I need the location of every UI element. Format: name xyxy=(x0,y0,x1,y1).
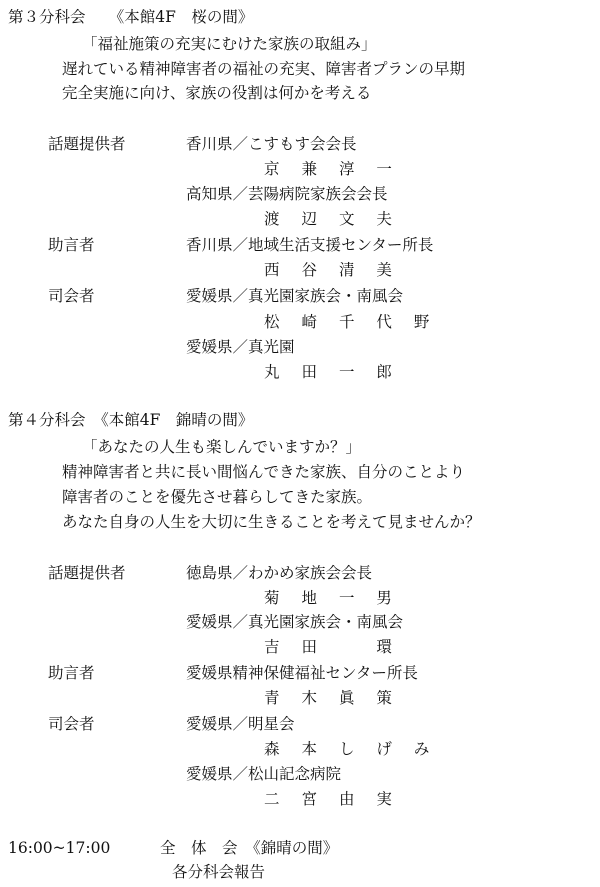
session3-moderator-2-name: 丸 田 一 郎 xyxy=(264,363,401,381)
session4-presenter-2-name: 吉 田 環 xyxy=(264,638,401,656)
session3-presenter-1-name: 京 兼 淳 一 xyxy=(264,160,401,178)
session4-moderator-2-name: 二 宮 由 実 xyxy=(264,790,401,808)
session4-presenter-2-affiliation: 愛媛県／真光園家族会・南風会 xyxy=(186,613,404,631)
session4-advisor-name: 青 木 眞 策 xyxy=(264,689,401,707)
session3-desc-line-1: 遅れている精神障害者の福祉の充実、障害者プランの早期 xyxy=(62,60,466,78)
session4-theme: 「あなたの人生も楽しんでいますか？」 xyxy=(82,438,362,456)
session3-presenter-label: 話題提供者 xyxy=(48,135,126,153)
session4-advisor-label: 助言者 xyxy=(48,664,95,682)
session4-moderator-2-affiliation: 愛媛県／松山記念病院 xyxy=(186,765,342,783)
session3-moderator-1-name: 松 崎 千 代 野 xyxy=(264,313,438,331)
plenary-time: 16:00~17:00 xyxy=(8,839,111,857)
session4-presenter-1-name: 菊 地 一 男 xyxy=(264,589,401,607)
session3-header: 第３分科会 《本館4F 桜の間》 xyxy=(8,8,254,26)
session3-moderator-1-affiliation: 愛媛県／真光園家族会・南風会 xyxy=(186,287,404,305)
session4-presenter-label: 話題提供者 xyxy=(48,564,126,582)
session3-presenter-1-affiliation: 香川県／こすもす会会長 xyxy=(186,135,357,153)
session3-desc-line-2: 完全実施に向け、家族の役割は何かを考える xyxy=(62,84,372,102)
session4-presenter-1-affiliation: 徳島県／わかめ家族会会長 xyxy=(186,564,373,582)
session3-theme: 「福祉施策の充実にむけた家族の取組み」 xyxy=(82,35,377,53)
session4-desc-line-1: 精神障害者と共に長い間悩んできた家族、自分のことより xyxy=(62,463,466,481)
session4-moderator-label: 司会者 xyxy=(48,715,95,733)
session4-desc-line-2: 障害者のことを優先させ暮らしてきた家族。 xyxy=(62,488,373,506)
session3-advisor-label: 助言者 xyxy=(48,236,95,254)
session4-desc-line-3: あなた自身の人生を大切に生きることを考えて見ませんか？ xyxy=(62,513,481,531)
session4-moderator-1-affiliation: 愛媛県／明星会 xyxy=(186,715,295,733)
session3-advisor-name: 西 谷 清 美 xyxy=(264,261,401,279)
plenary-item: 各分科会報告 xyxy=(172,863,266,881)
session3-presenter-2-name: 渡 辺 文 夫 xyxy=(264,210,401,228)
session4-advisor-affiliation: 愛媛県精神保健福祉センター所長 xyxy=(186,664,418,682)
session3-moderator-2-affiliation: 愛媛県／真光園 xyxy=(186,338,295,356)
session3-moderator-label: 司会者 xyxy=(48,287,95,305)
session4-header: 第４分科会 《本館4F 錦晴の間》 xyxy=(8,411,254,429)
session4-moderator-1-name: 森 本 し げ み xyxy=(264,740,438,758)
session3-presenter-2-affiliation: 高知県／芸陽病院家族会会長 xyxy=(186,185,388,203)
plenary-title: 全 体 会 《錦晴の間》 xyxy=(160,839,339,857)
session3-advisor-affiliation: 香川県／地域生活支援センター所長 xyxy=(186,236,434,254)
